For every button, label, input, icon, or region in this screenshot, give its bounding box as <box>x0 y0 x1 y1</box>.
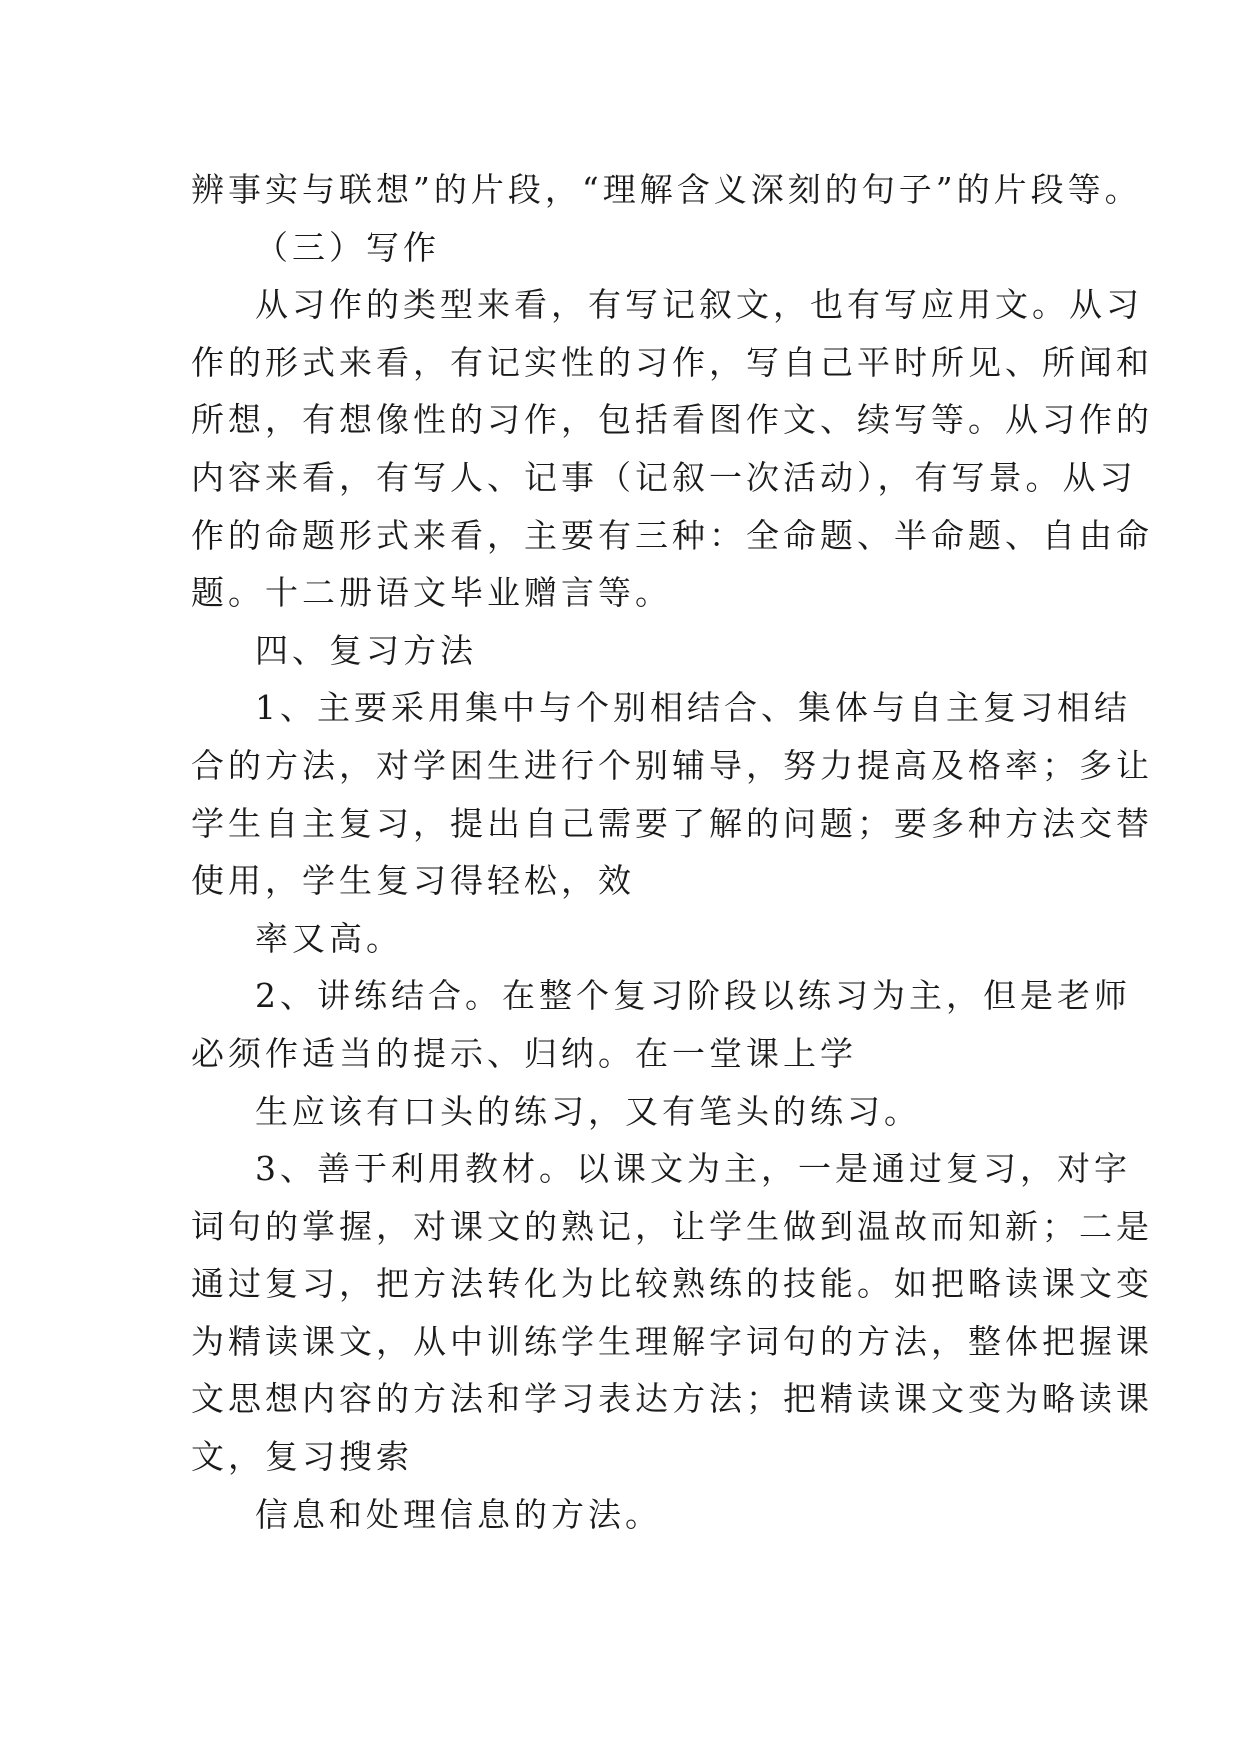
text-line: 率又高。 <box>255 918 403 958</box>
text-line: 必须作适当的提示、归纳。在一堂课上学 <box>191 1033 857 1073</box>
text-line: 所想，有想像性的习作，包括看图作文、续写等。从习作的 <box>191 400 1153 440</box>
text-line: 题。十二册语文毕业赠言等。 <box>191 573 672 613</box>
text-line: 文，复习搜索 <box>191 1437 413 1477</box>
text-line: 内容来看，有写人、记事（记叙一次活动），有写景。从习 <box>191 457 1137 497</box>
text-line: 信息和处理信息的方法。 <box>255 1494 662 1534</box>
text-line: 生应该有口头的练习，又有笔头的练习。 <box>255 1091 921 1131</box>
document-body <box>191 161 1153 1543</box>
text-line: 作的形式来看，有记实性的习作，写自己平时所见、所闻和 <box>191 342 1153 382</box>
text-line: 辨事实与联想”的片段，“理解含义深刻的句子”的片段等。 <box>191 170 1142 209</box>
text-line: 使用，学生复习得轻松，效 <box>191 861 635 901</box>
text-line: 3、善于利用教材。以课文为主，一是通过复习，对字 <box>255 1149 1131 1189</box>
text-line: 从习作的类型来看，有写记叙文，也有写应用文。从习 <box>255 285 1143 325</box>
text-line: 1、主要采用集中与个别相结合、集体与自主复习相结 <box>255 688 1131 728</box>
text-line: 作的命题形式来看，主要有三种：全命题、半命题、自由命 <box>191 515 1153 555</box>
text-line: 词句的掌握，对课文的熟记，让学生做到温故而知新；二是 <box>191 1206 1153 1246</box>
text-line: 为精读课文，从中训练学生理解字词句的方法，整体把握课 <box>191 1321 1153 1361</box>
text-line: 通过复习，把方法转化为比较熟练的技能。如把略读课文变 <box>191 1264 1153 1304</box>
text-line: 学生自主复习，提出自己需要了解的问题；要多种方法交替 <box>191 803 1153 843</box>
text-line: 文思想内容的方法和学习表达方法；把精读课文变为略读课 <box>191 1379 1153 1419</box>
text-line: 2、讲练结合。在整个复习阶段以练习为主，但是老师 <box>255 976 1131 1016</box>
text-line: 合的方法，对学困生进行个别辅导，努力提高及格率；多让 <box>191 745 1153 785</box>
section-heading-review-methods: 四、复习方法 <box>255 630 477 670</box>
section-heading-writing: （三）写作 <box>255 227 440 267</box>
